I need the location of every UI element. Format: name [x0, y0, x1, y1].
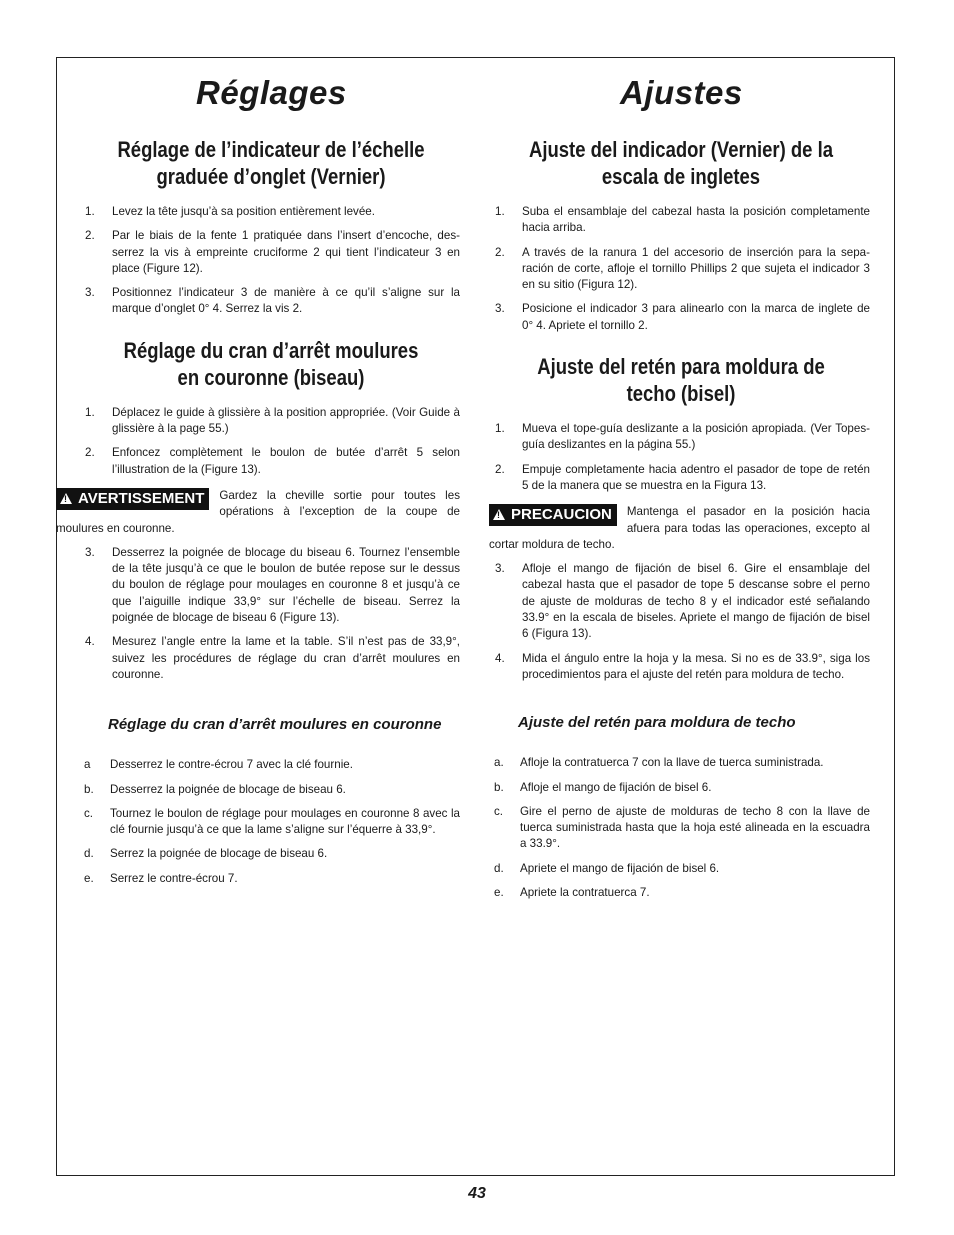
step-text: Afloje el mango de fijación de bisel 6. [520, 780, 712, 794]
step-number: b. [84, 782, 94, 796]
step-text: Apriete el mango de fijación de bisel 6. [520, 861, 720, 875]
step-number: c. [494, 804, 504, 818]
caution-badge [489, 504, 617, 526]
sub-step [492, 861, 870, 877]
sub-step [82, 757, 460, 773]
step-number: 2. [85, 446, 95, 460]
list-item [492, 421, 870, 454]
step-text: Mida el ángulo entre la hoja y la mesa. Si no es de 33.9°, siga los procedimientos para el ajuste del retén para moldura de techo. [522, 651, 870, 681]
step-text: Afloje la contratuerca 7 con la llave de tuerca suministrada. [520, 756, 824, 770]
caution-text: Mantenga el pasador en la posición hacia afuera para todas las operaciones, excepto al cortar moldura de techo. [489, 505, 870, 551]
list-item [82, 228, 460, 277]
step-number: e. [84, 871, 94, 885]
step-number: b. [494, 780, 504, 794]
step-number: 3. [495, 562, 505, 576]
spanish-column [489, 136, 870, 909]
warning-label: AVERTISSEMENT [78, 489, 205, 507]
sub-step [82, 846, 460, 862]
step-text: Desserrez la poignée de blocage de biseau 6. [110, 782, 346, 796]
step-text: Posicione el indicador 3 para alinearlo con la marca de inglete de 0° 4. Apriete el tornillo 2. [522, 302, 870, 332]
vernier-steps [492, 204, 870, 334]
crown-steps-a [492, 421, 870, 494]
step-text: Par le biais de la fente 1 pratiquée dans l’insert d’encoche, desserrez la vis à empreinte cruciforme 2 qui tient l’indicateur 3 en place (Figure 12). [112, 229, 460, 275]
sub-step [82, 806, 460, 839]
list-item [82, 634, 460, 683]
step-text: Serrez la poignée de blocage de biseau 6. [110, 847, 328, 861]
list-item [82, 545, 460, 626]
warning-badge [56, 488, 209, 510]
sub-step [82, 782, 460, 798]
step-text: Suba el ensamblaje del cabezal hasta la posición completamente hacia arriba. [522, 205, 870, 235]
step-number: 1. [85, 405, 95, 419]
list-item [82, 204, 460, 220]
step-number: 3. [85, 545, 95, 559]
step-text: Desserrez le contre-écrou 7 avec la clé fournie. [110, 758, 353, 772]
step-text: Mesurez l’angle entre la lame et la table. S’il n’est pas de 33,9°, suivez les procédures de réglage du cran d’arrêt moulures en couronne. [112, 635, 460, 681]
list-item [82, 445, 460, 478]
title-french: Réglages [196, 74, 347, 111]
step-number: 1. [495, 422, 505, 436]
step-number: 2. [495, 462, 505, 476]
step-number: 4. [495, 651, 505, 665]
caution-label: PRECAUCION [511, 506, 612, 524]
list-item [492, 245, 870, 294]
crown-steps-b [492, 561, 870, 683]
warning-box [56, 488, 460, 537]
step-text: Levez la tête jusqu’à sa position entièrement levée. [112, 205, 375, 218]
title-spanish: Ajustes [620, 74, 743, 111]
step-number: 4. [85, 635, 95, 649]
list-item [492, 204, 870, 237]
crown-steps-b [82, 545, 460, 683]
warning-icon [60, 493, 72, 504]
step-text: Tournez le boulon de réglage pour moulages en couronne 8 avec la clé fournie jusqu’à ce que la lame s’aligne sur l’équerre à 33,9°. [110, 806, 460, 837]
list-item [492, 301, 870, 334]
subsection-heading: Réglage du cran d’arrêt moulures en couronne [108, 716, 442, 734]
sub-steps [492, 755, 870, 901]
step-number: 1. [85, 205, 95, 218]
step-number: 3. [85, 286, 95, 300]
list-item [492, 651, 870, 684]
step-number: 2. [85, 229, 95, 243]
step-number: 2. [495, 245, 505, 259]
step-number: d. [494, 861, 504, 875]
step-number: d. [84, 847, 94, 861]
sub-step [492, 755, 870, 771]
step-number: a [84, 758, 91, 772]
step-text: Serrez le contre-écrou 7. [110, 871, 238, 885]
step-text: Apriete la contratuerca 7. [520, 886, 650, 900]
step-number: c. [84, 806, 94, 820]
step-text: Positionnez l’indicateur 3 de manière à ce qu’il s’aligne sur la marque d’onglet 0° 4. Serrez la vis 2. [112, 286, 460, 316]
step-text: Mueva el tope-guía deslizante a la posición apropiada. (Ver Topes-guía deslizantes en la página 55.) [522, 422, 870, 452]
sub-step [492, 804, 870, 853]
list-item [492, 561, 870, 642]
step-number: e. [494, 886, 504, 900]
step-text: Déplacez le guide à glissière à la position appropriée. (Voir Guide à glissière à la page 55.) [112, 405, 460, 436]
list-item [82, 405, 460, 438]
step-number: 3. [495, 302, 505, 316]
sub-step [492, 885, 870, 901]
list-item [82, 285, 460, 318]
crown-steps-a [82, 405, 460, 478]
step-text: Empuje completamente hacia adentro el pasador de tope de retén 5 de la manera que se muestra en la Figura 13. [522, 462, 870, 492]
step-text: Afloje el mango de fijación de bisel 6. Gire el ensamblaje del cabezal hasta que el pasador de tope 5 descanse sobre el perno de ajuste de molduras de techo 8 y el indicador esté señalando 33.9° en la escala de biseles. Apriete el mango de fijación de bisel 6 (Figura 13). [522, 562, 870, 641]
page-number: 43 [468, 1185, 486, 1202]
step-text: A través de la ranura 1 del accesorio de inserción para la separación de corte, afloje el tornillo Phillips 2 que sujeta el indicador 3 en su sitio (Figura 12). [522, 245, 870, 292]
sub-steps [82, 757, 460, 887]
caution-box [489, 504, 870, 553]
warning-icon [493, 509, 505, 520]
step-text: Desserrez la poignée de blocage du biseau 6. Tournez l’ensemble de la tête jusqu’à ce que le boulon de butée repose sur le dessus du boulon de réglage pour moulages en couronne 8 et jusqu’à ce que l’aiguille indique 33,9° sur l’échelle de biseau. Serrez la poignée de blocage de biseau 6 (Figure 13). [112, 545, 460, 625]
sub-step [82, 871, 460, 887]
section-heading-crown-molding: Ajuste del retén para moldura de techo (bisel) [537, 354, 825, 407]
sub-step [492, 780, 870, 796]
section-heading-vernier: Réglage de l’indicateur de l’échelle graduée d’onglet (Vernier) [117, 137, 425, 189]
french-column [56, 136, 460, 895]
vernier-steps [82, 204, 460, 318]
step-number: a. [494, 756, 504, 770]
step-text: Enfoncez complètement le boulon de butée d’arrêt 5 selon l’illustration de la (Figure 13). [112, 446, 460, 476]
warning-text: Gardez la cheville sortie pour toutes les opérations à l’exception de la coupe de moulures en couronne. [56, 488, 460, 535]
step-text: Gire el perno de ajuste de molduras de techo 8 con la llave de tuerca suministrada hasta que la hoja esté alineada en la escuadra a 33.9°. [520, 804, 870, 851]
step-number: 1. [495, 205, 505, 218]
list-item [492, 462, 870, 495]
section-heading-crown-molding: Réglage du cran d’arrêt moulures en couronne (biseau) [123, 337, 419, 390]
section-heading-vernier: Ajuste del indicador (Vernier) de la escala de ingletes [529, 137, 833, 189]
subsection-heading: Ajuste del retén para moldura de techo [518, 714, 796, 732]
